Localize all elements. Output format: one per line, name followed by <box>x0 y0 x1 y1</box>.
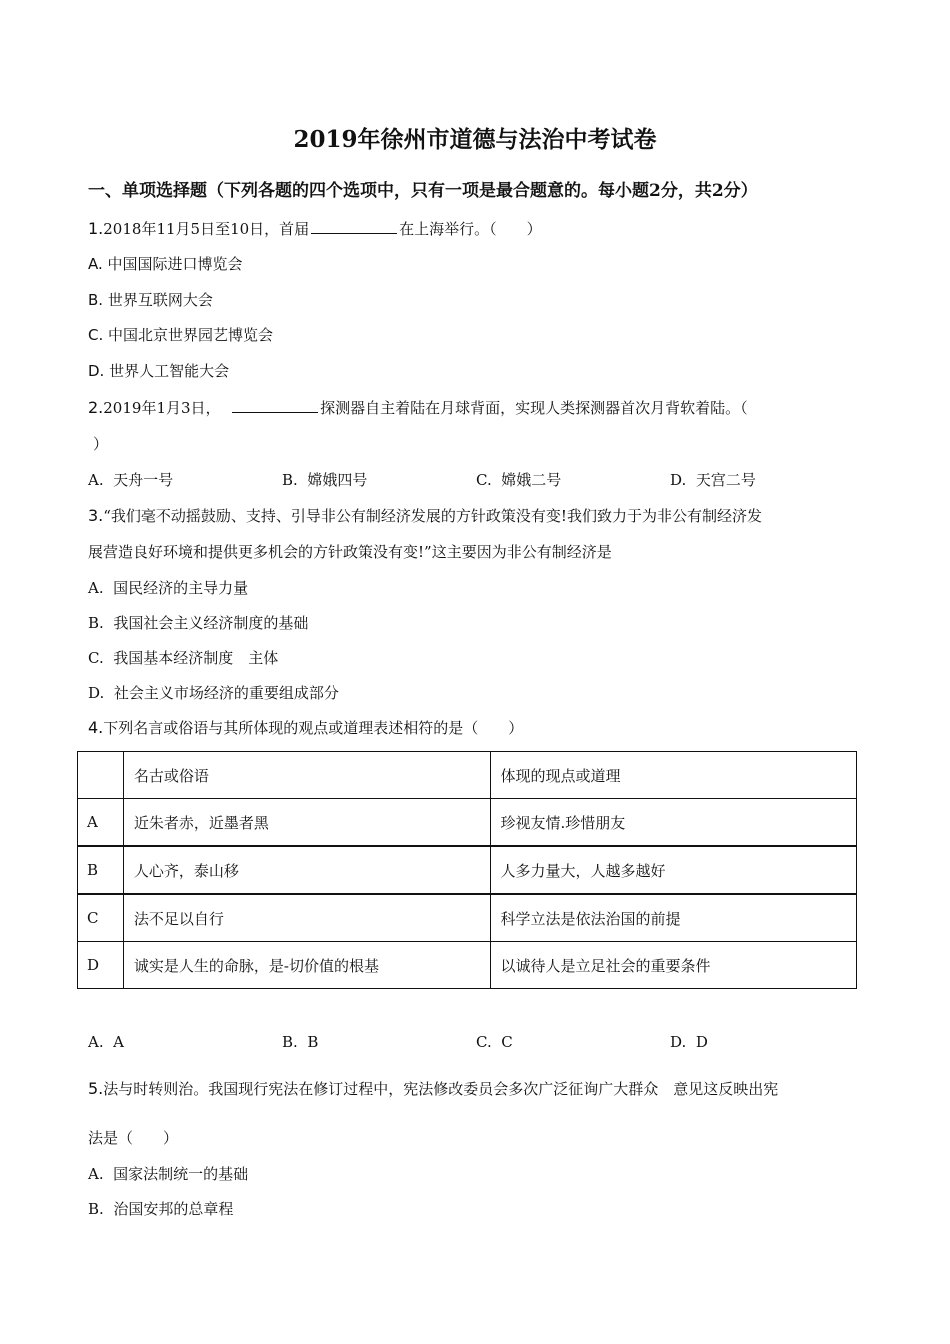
question-1 <box>88 221 542 237</box>
option-b <box>88 1202 233 1217</box>
option-label: C. <box>88 326 104 344</box>
option-b <box>282 1035 318 1050</box>
option-text: 嫦娥二号 <box>501 471 562 489</box>
option-text: 国民经济的主导力量 <box>113 579 249 597</box>
option-label: B. <box>282 1033 298 1051</box>
table-header-cell: 体现的现点或道理 <box>490 752 857 799</box>
table-cell: 珍视友情.珍惜朋友 <box>490 799 857 847</box>
question-5 <box>88 1081 778 1097</box>
option-label: B. <box>88 614 104 632</box>
option-text: 社会主义市场经济的重要组成部分 <box>113 684 339 702</box>
table-row <box>78 799 857 847</box>
option-c <box>88 328 273 343</box>
option-text: 中国国际进口博览会 <box>107 255 243 273</box>
table-cell: B <box>78 846 124 894</box>
option-text: 我国社会主义经济制度的基础 <box>113 614 309 632</box>
proverb-table <box>77 751 857 989</box>
option-label: B. <box>88 291 104 309</box>
answer-blank <box>232 400 318 413</box>
table-cell: 人心齐，泰山移 <box>123 846 490 894</box>
option-d <box>670 1035 708 1050</box>
answer-blank <box>311 221 397 234</box>
option-label: A. <box>88 579 104 597</box>
option-c <box>88 651 278 666</box>
option-a <box>88 257 243 272</box>
table-cell: 以诚待人是立足社会的重要条件 <box>490 942 857 989</box>
question-3 <box>88 508 762 524</box>
option-a <box>88 1167 248 1182</box>
question-text: 法与时转则治。我国现行宪法在修订过程中，宪法修改委员会多次广泛征询广大群众 意见这反映出宪 <box>103 1080 779 1098</box>
question-5-line-2: 法是（ ） <box>88 1129 179 1147</box>
option-text: A <box>113 1033 124 1051</box>
table-cell: D <box>78 942 124 989</box>
option-text: 嫦娥四号 <box>307 471 368 489</box>
option-label: A. <box>88 1165 104 1183</box>
option-label: A. <box>88 255 103 273</box>
option-label: C. <box>88 649 104 667</box>
option-label: B. <box>282 471 298 489</box>
table-header-cell <box>78 752 124 799</box>
table-cell: A <box>78 799 124 847</box>
option-label: D. <box>670 471 687 489</box>
question-2 <box>88 400 748 416</box>
question-3-line-2: 展营造良好环境和提供更多机会的方针政策没有变!”这主要因为非公有制经济是 <box>88 543 612 561</box>
table-cell: C <box>78 894 124 942</box>
option-a <box>88 581 248 596</box>
section-heading: 一、单项选择题（下列各题的四个选项中，只有一项是最合题意的。每小题2分，共2分） <box>88 181 758 201</box>
option-a <box>88 473 173 488</box>
option-label: A. <box>88 1033 104 1051</box>
option-c <box>476 1035 513 1050</box>
option-text: 我国基本经济制度 主体 <box>113 649 279 667</box>
option-c <box>476 473 561 488</box>
question-text: 下列名言或俗语与其所体现的观点或道理表述相符的是（ ） <box>103 719 524 737</box>
question-number: 4. <box>88 718 104 737</box>
question-number: 1. <box>88 219 104 238</box>
option-text: C <box>501 1033 513 1051</box>
option-label: B. <box>88 1200 104 1218</box>
table-cell: 近朱者赤，近墨者黑 <box>123 799 490 847</box>
option-text: 治国安邦的总章程 <box>113 1200 234 1218</box>
option-label: C. <box>476 1033 492 1051</box>
option-label: D. <box>88 362 105 380</box>
table-row <box>78 942 857 989</box>
question-number: 5. <box>88 1079 104 1098</box>
question-number: 3. <box>88 506 104 525</box>
table-row <box>78 894 857 942</box>
option-label: D. <box>88 684 105 702</box>
option-text: 天宫二号 <box>695 471 756 489</box>
table-cell: 诚实是人生的命脉，是-切价值的根基 <box>123 942 490 989</box>
question-text: 探测器自主着陆在月球背面，实现人类探测器首次月背软着陆。（ <box>320 399 748 417</box>
option-d <box>88 364 229 379</box>
page-title: 2019年徐州市道德与法治中考试卷 <box>293 126 657 153</box>
table-cell: 人多力量大，人越多越好 <box>490 846 857 894</box>
table-cell: 科学立法是依法治国的前提 <box>490 894 857 942</box>
option-label: D. <box>670 1033 687 1051</box>
option-text: 天舟一号 <box>113 471 174 489</box>
table-row <box>78 846 857 894</box>
option-text: 世界人工智能大会 <box>109 362 230 380</box>
option-text: B <box>307 1033 319 1051</box>
table-header-cell: 名古或俗语 <box>123 752 490 799</box>
option-text: D <box>695 1033 708 1051</box>
table-header-row <box>78 752 857 799</box>
option-a <box>88 1035 124 1050</box>
option-b <box>282 473 367 488</box>
option-text: 国家法制统一的基础 <box>113 1165 249 1183</box>
question-text: 在上海举行。（ ） <box>399 220 542 238</box>
table-cell: 法不足以自行 <box>123 894 490 942</box>
option-label: C. <box>476 471 492 489</box>
option-text: 中国北京世界园艺博览会 <box>108 326 274 344</box>
option-b <box>88 293 213 308</box>
question-text: “我们毫不动摇鼓励、支持、引导非公有制经济发展的方针政策没有变!我们致力于为非公有制经济发 <box>103 507 762 525</box>
option-text: 世界互联网大会 <box>107 291 213 309</box>
question-4 <box>88 720 523 736</box>
question-text: 2018年11月5日至10日，首届 <box>103 220 310 238</box>
question-number: 2. <box>88 398 104 417</box>
question-2-paren-close: ） <box>93 435 109 453</box>
option-b <box>88 616 308 631</box>
option-label: A. <box>88 471 104 489</box>
option-d <box>670 473 756 488</box>
question-text: 2019年1月3日， <box>103 399 221 417</box>
option-d <box>88 686 339 701</box>
